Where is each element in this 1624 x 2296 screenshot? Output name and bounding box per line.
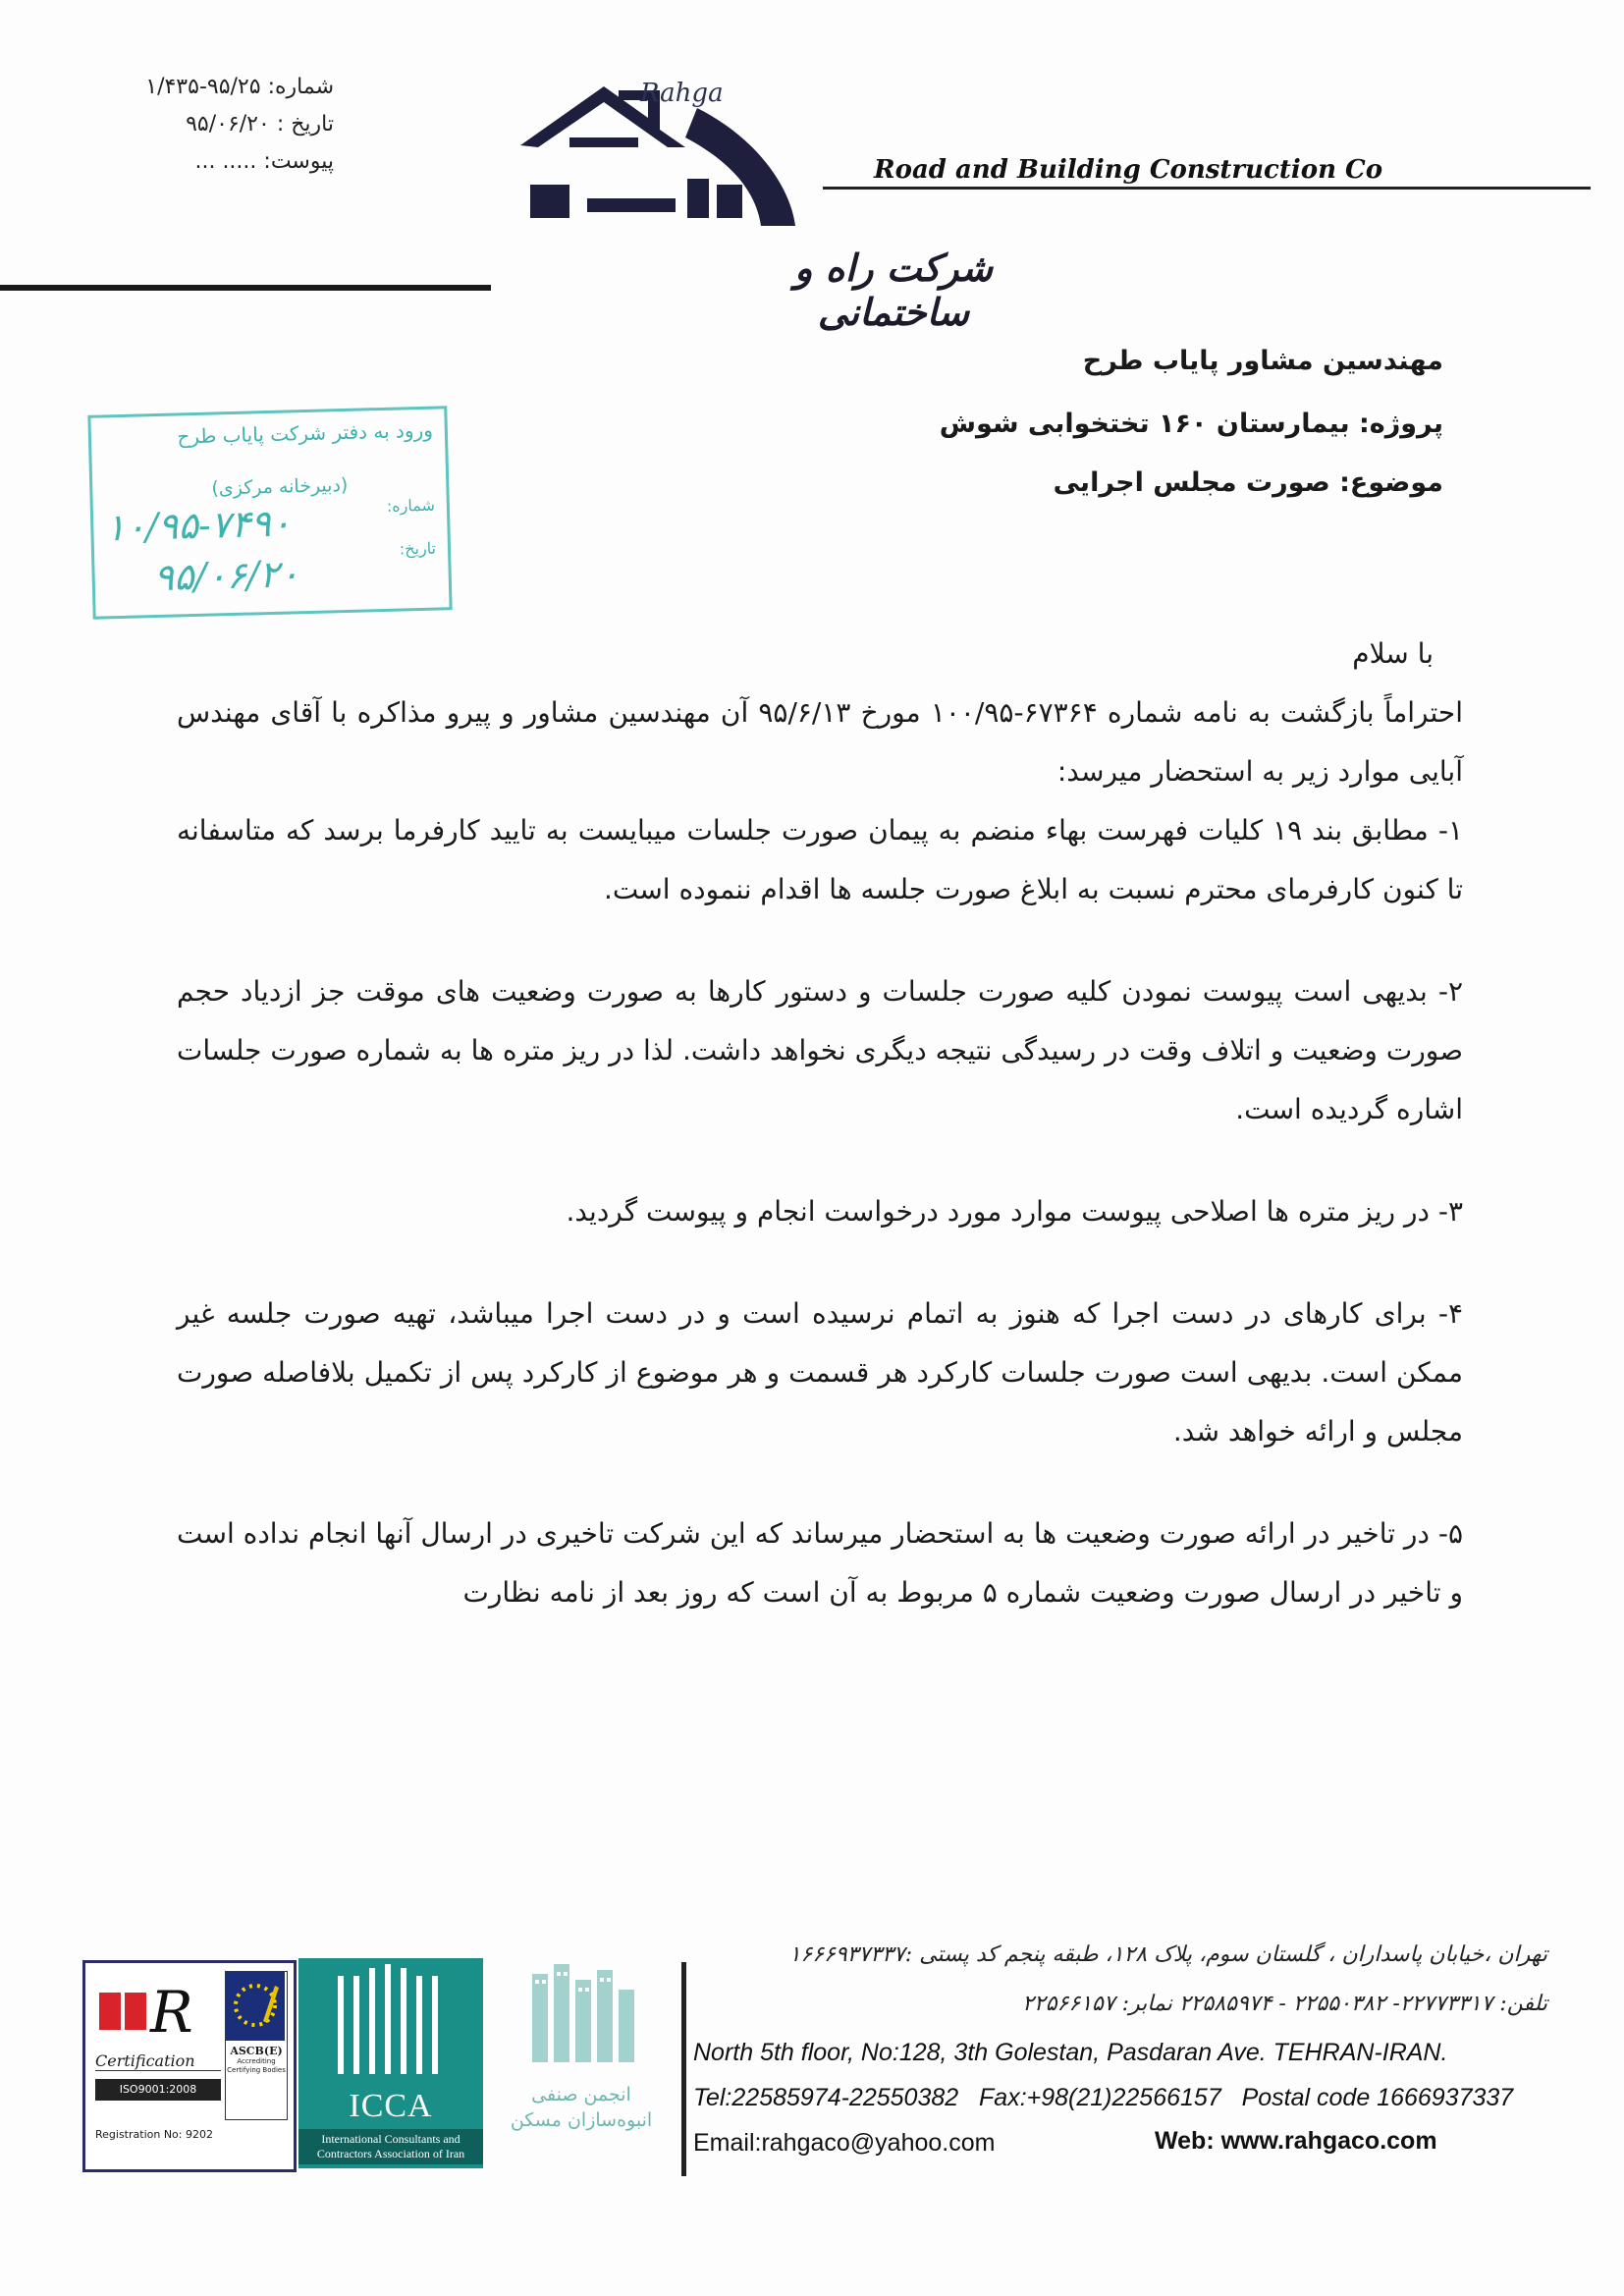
meta-attachment-value: ..... ...: [194, 149, 257, 174]
ascb-sublabel: Accrediting Certifying Bodies: [227, 2057, 286, 2074]
greeting: با سلام: [1352, 637, 1434, 670]
letter-body: [177, 625, 1463, 1622]
footer-divider: [681, 1962, 686, 2176]
meta-date-label: تاریخ :: [276, 112, 334, 137]
footer-contact-line: [693, 2084, 1597, 2112]
meta-number-value: ۹۵/۲۵-۱/۴۳۵: [145, 75, 261, 99]
certification-badge: [82, 1960, 297, 2172]
letter-meta: [59, 69, 334, 181]
item-2: ۲- بدیهی است پیوست نمودن کلیه صورت جلسات و دستور کارها به صورت وضعیت های موقت جز ازدیاد حجم صورت وضعیت و اتلاف وقت در رسیدگی نتیجه دیگری نخواهد داشت. لذا در ریز متره ها به شماره صورت جلسات اشاره گردیده است.: [177, 975, 1463, 1125]
item-5: ۵- در تاخیر در ارائه صورت وضعیت ها به استحضار میرساند که این شرکت تاخیری در ارسال آنها انجام نداده است و تاخیر در ارسال صورت وضعیت شماره ۵ مربوط به آن است که روز بعد از نامه نظارت: [177, 1517, 1463, 1609]
stamp-number-label: شماره:: [386, 495, 436, 516]
eu-stars-icon: [226, 1972, 285, 2041]
iso-label: ISO9001:2008: [95, 2079, 221, 2101]
company-name-en: Road and Building Construction Co: [874, 155, 1383, 185]
icca-badge: [298, 1958, 483, 2168]
item-1: ۱- مطابق بند ۱۹ کلیات فهرست بهاء منضم به پیمان صورت جلسات میبایست به تایید کارفرما برسد که متاسفانه تا کنون کارفرمای محترم نسبت به ابلاغ صورت جلسه ها اقدام ننموده است.: [177, 814, 1463, 905]
icca-building-icon: [298, 1958, 483, 2086]
anjoman-building-icon: [503, 1960, 660, 2078]
stamp-date-label: تاریخ:: [399, 538, 437, 559]
cfr-logo: [95, 1973, 223, 2042]
ascb-badge: [225, 1971, 288, 2120]
intro-paragraph: احتراماً بازگشت به نامه شماره ۶۷۳۶۴-۱۰۰/۹۵ مورخ ۹۵/۶/۱۳ آن مهندسین مشاور و پیرو مذاکره با آقای مهندس آبایی موارد زیر به استحضار میرسد:: [177, 696, 1463, 788]
footer-tel: Tel:22585974-22550382: [693, 2084, 959, 2111]
cert-label: Certification: [95, 2051, 221, 2071]
footer-web: Web: www.rahgaco.com: [1155, 2127, 1437, 2155]
icca-short-label: ICCA: [349, 2088, 433, 2124]
svg-text:R: R: [150, 1979, 193, 2042]
header-rule-right: [823, 187, 1591, 190]
footer-address-fa: تهران ،خیابان پاسداران ، گلستان سوم، پلاک ۱۲۸، طبقه پنجم کد پستی :۱۶۶۶۹۳۷۳۳۷: [788, 1942, 1547, 1967]
stamp-number-value: ۱۰/۹۵-۷۴۹۰: [104, 501, 292, 550]
registration-label: Registration No: 9202: [95, 2128, 213, 2141]
anjoman-badge: [503, 1960, 660, 2157]
recipient-project: پروژه: بیمارستان ۱۶۰ تختخوابی شوش: [939, 409, 1443, 439]
stamp-title: ورود به دفتر شرکت پایاب طرح: [177, 417, 434, 449]
logo-script-text: Rahga: [640, 79, 724, 108]
footer-fax: Fax:+98(21)22566157: [979, 2084, 1221, 2111]
item-4: ۴- برای کارهای در دست اجرا که هنوز به اتمام نرسیده است و در دست اجرا میباشد، تهیه صورت جلسه غیر ممکن است. بدیهی است صورت جلسات کارکرد هر قسمت و هر موضوع از کارکرد پس از تکمیل بلافاصله صورت مجلس و ارائه خواهد شد.: [177, 1297, 1463, 1448]
icca-full-label: International Consultants and Contractors Association of Iran: [298, 2129, 483, 2164]
footer-phone-fa: تلفن: ۲۲۷۷۳۳۱۷- ۲۲۵۵۰۳۸۲ - ۲۲۵۸۵۹۷۴ نمابر: ۲۲۵۶۶۱۵۷: [1022, 1992, 1547, 2016]
anjoman-line1: انجمن صنفی: [531, 2084, 631, 2105]
ascb-label: ASCB(E): [230, 2045, 283, 2057]
footer-address-en-text: North 5th floor, No:128, 3th Golestan, Pasdaran Ave. TEHRAN-IRAN.: [693, 2039, 1448, 2066]
stamp-subtitle: (دبیرخانه مرکزی): [211, 473, 349, 500]
meta-number-label: شماره:: [267, 75, 334, 99]
recipient-subject: موضوع: صورت مجلس اجرایی: [1053, 467, 1443, 498]
meta-attachment: [59, 143, 334, 181]
stamp-date-value: ۹۵/۰۶/۲۰: [153, 552, 300, 600]
footer-email: Email:rahgaco@yahoo.com: [693, 2129, 996, 2157]
item-3: ۳- در ریز متره ها اصلاحی پیوست موارد مورد درخواست انجام و پیوست گردید.: [566, 1195, 1463, 1228]
recipient-to: مهندسین مشاور پایاب طرح: [1082, 346, 1443, 376]
footer-postal: Postal code 1666937337: [1241, 2084, 1514, 2111]
received-stamp: [87, 406, 452, 620]
header-rule-left: [0, 285, 491, 291]
anjoman-line2: انبوه‌سازان مسکن: [510, 2109, 653, 2131]
company-name-fa: شرکت راه و ساختمانی: [794, 246, 993, 334]
meta-number: [59, 69, 334, 106]
footer-address-en: [693, 2039, 1597, 2067]
meta-attachment-label: پیوست:: [263, 149, 334, 174]
meta-date: [59, 106, 334, 143]
meta-date-value: ۹۵/۰۶/۲۰: [186, 112, 270, 137]
